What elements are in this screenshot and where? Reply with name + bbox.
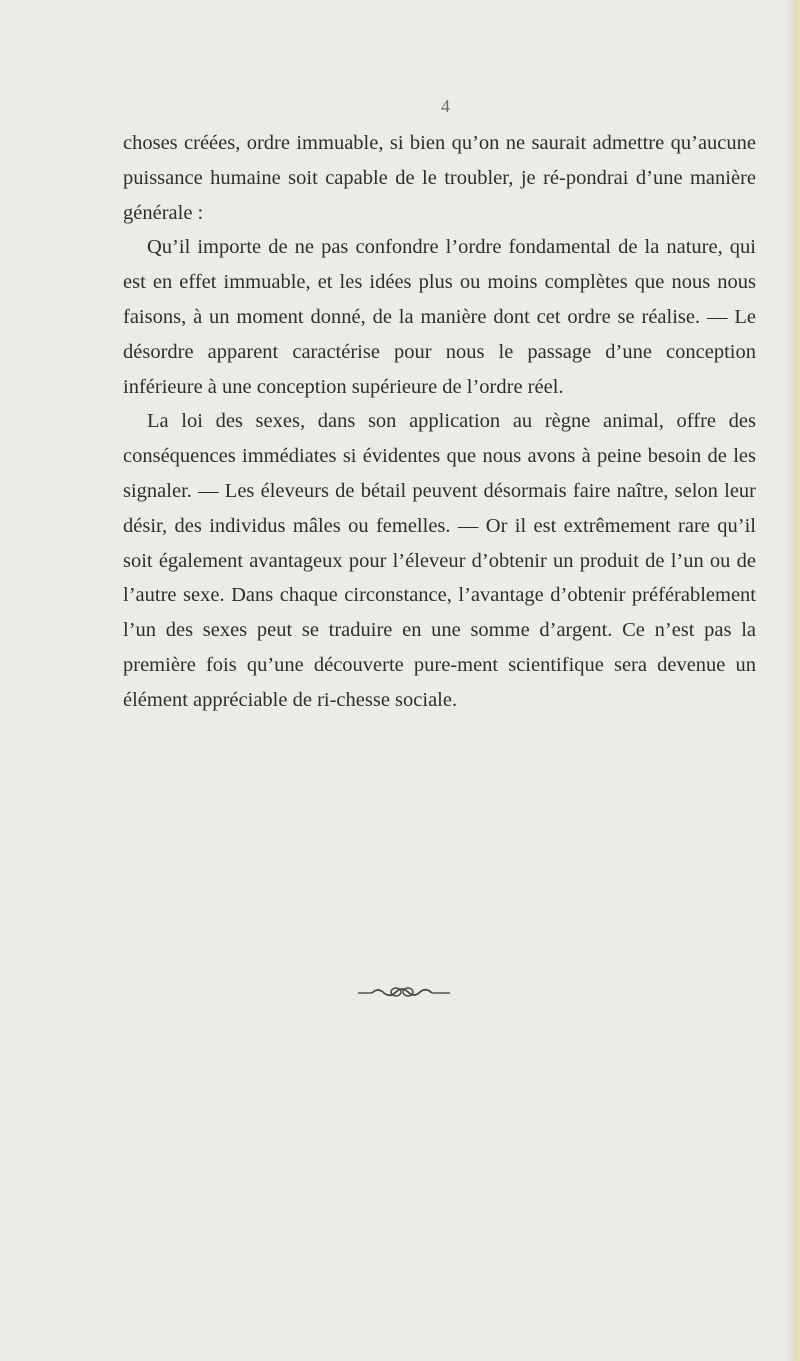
paragraph-3: La loi des sexes, dans son application au règne animal, offre des conséquences immédiates si évidentes que nous avons à peine besoin de les signaler. — Les éleveurs de bétail peuvent désormais faire naître, selon leur désir, des individus mâles ou femelles. — Or il est extrêmement rare qu’il soit également avantageux pour l’éleveur d’obtenir un produit de l’un ou de l’autre sexe. Dans chaque circonstance, l’avantage d’obtenir préférablement l’un des sexes peut se traduire en une somme d’argent. Ce n’est pas la première fois qu’une découverte pure-ment scientifique sera devenue un élément appréciable de ri-chesse sociale. [123, 410, 756, 711]
paragraph-2: Qu’il importe de ne pas confondre l’ordre fondamental de la nature, qui est en effet immuable, et les idées plus ou moins complètes que nous nous faisons, à un moment donné, de la manière dont cet ordre se réalise. — Le désordre apparent caractérise pour nous le passage d’une conception inférieure à une conception supérieure de l’ordre réel. [123, 236, 756, 398]
body-text [123, 126, 756, 718]
page-edge [786, 0, 800, 1361]
page-number: 4 [441, 96, 451, 116]
end-ornament-icon [358, 985, 450, 999]
paragraph-1: choses créées, ordre immuable, si bien qu’on ne saurait admettre qu’aucune puissance humaine soit capable de le troubler, je ré-pondrai d’une manière générale : [123, 132, 756, 224]
